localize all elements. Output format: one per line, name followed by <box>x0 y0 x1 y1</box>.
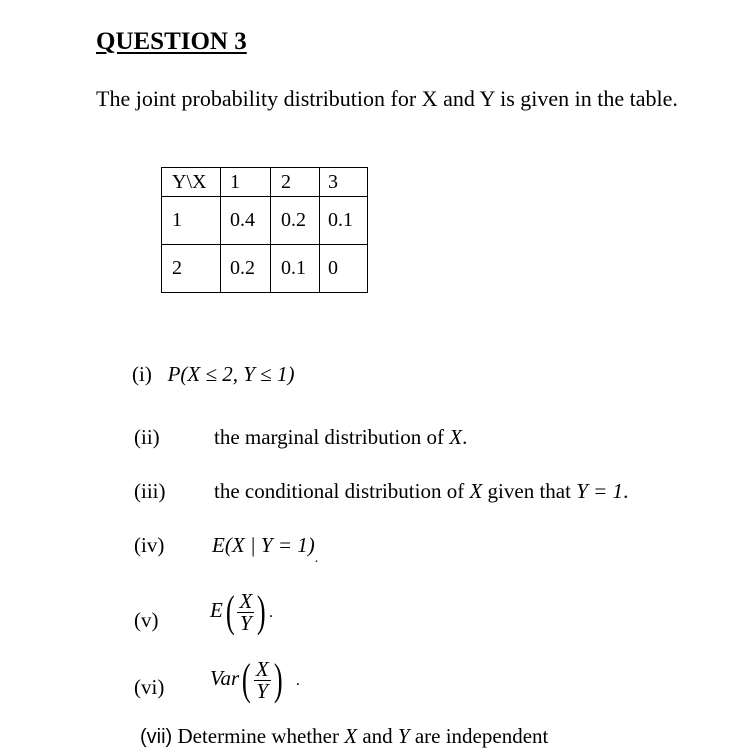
question-v <box>210 587 273 636</box>
x-header-cell: 1 <box>221 168 271 197</box>
math-variable: X <box>469 479 483 503</box>
right-paren: ) <box>257 587 267 636</box>
math-function: E <box>210 597 223 622</box>
math-variable: X <box>449 425 463 449</box>
y-value-cell: 2 <box>162 245 221 293</box>
question-label: (v) <box>134 608 159 632</box>
joint-probability-table <box>161 167 368 293</box>
question-label: (iv) <box>134 533 165 557</box>
fraction <box>237 588 254 635</box>
punctuation: . <box>623 479 629 503</box>
question-label: (iii) <box>134 479 166 503</box>
punctuation: . <box>314 551 319 566</box>
question-text: Determine whether <box>177 724 339 748</box>
question-text: the conditional distribution of <box>214 479 465 503</box>
question-label: (vii) <box>140 726 173 748</box>
question-text: and <box>362 724 393 748</box>
question-text: the marginal distribution of <box>214 425 444 449</box>
probability-cell: 0.1 <box>271 245 320 293</box>
question-i <box>132 362 294 387</box>
punctuation: . <box>462 425 468 449</box>
math-expression: E(X | Y = 1) <box>212 533 315 557</box>
question-text: are independent <box>414 724 549 748</box>
denominator: Y <box>256 678 269 703</box>
math-expression: Y = 1 <box>576 479 624 503</box>
probability-cell: 0.2 <box>221 245 271 293</box>
punctuation: . <box>295 671 300 689</box>
probability-cell: 0.2 <box>271 197 320 245</box>
x-header-cell: 2 <box>271 168 320 197</box>
probability-cell: 0 <box>320 245 368 293</box>
left-paren: ( <box>242 655 251 704</box>
numerator: X <box>255 656 269 681</box>
table-corner-cell: Y\X <box>162 168 221 197</box>
table-header-row <box>162 168 368 197</box>
x-header-cell: 3 <box>320 168 368 197</box>
punctuation: . <box>268 603 273 621</box>
question-vi <box>210 655 300 704</box>
probability-cell: 0.4 <box>221 197 271 245</box>
math-variable: Y <box>397 724 410 748</box>
fraction <box>254 656 271 703</box>
question-ii <box>214 425 467 450</box>
question-vii <box>140 724 548 749</box>
question-text: given that <box>487 479 571 503</box>
probability-cell: 0.1 <box>320 197 368 245</box>
right-paren: ) <box>273 655 283 704</box>
numerator: X <box>239 588 253 613</box>
question-label: (vi) <box>134 675 165 699</box>
question-label: (ii) <box>134 425 160 449</box>
y-value-cell: 1 <box>162 197 221 245</box>
denominator: Y <box>240 610 252 635</box>
intro-text: The joint probability distribution for X and Y is given in the table. <box>96 86 678 111</box>
math-variable: X <box>344 724 358 748</box>
table-row <box>162 197 368 245</box>
question-heading: QUESTION 3 <box>96 28 247 55</box>
left-paren: ( <box>225 587 235 636</box>
math-expression: P(X ≤ 2, Y ≤ 1) <box>167 362 295 386</box>
math-function: Var <box>210 665 240 690</box>
question-iii <box>214 479 628 504</box>
table-row <box>162 245 368 293</box>
question-label: (i) <box>132 362 152 386</box>
question-iv <box>212 533 319 566</box>
